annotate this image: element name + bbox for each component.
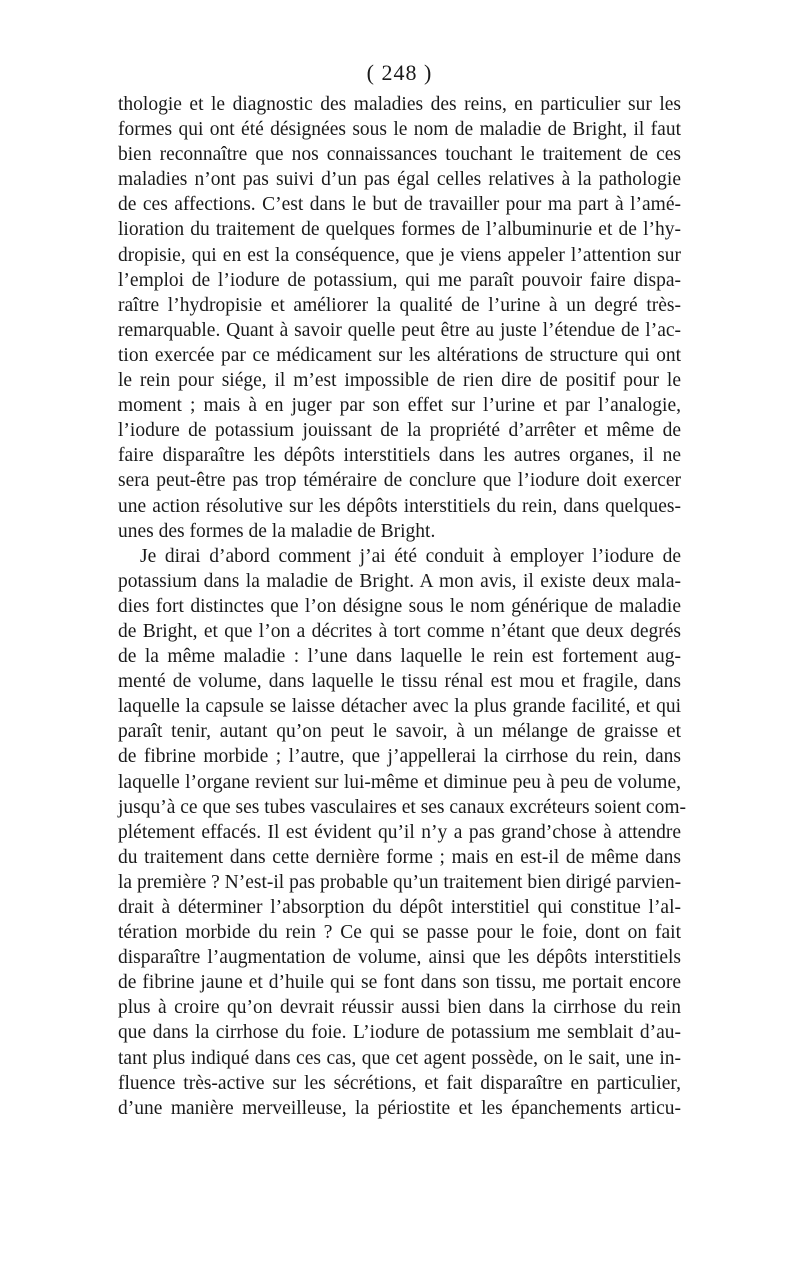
text-line: disparaître l’augmentation de volume, ainsi que les dépôts interstitiels: [118, 947, 681, 969]
text-line: fluence très-active sur les sécrétions, et fait disparaître en particulier,: [118, 1072, 681, 1094]
text-line: potassium dans la maladie de Bright. A mon avis, il existe deux mala-: [118, 570, 681, 592]
text-line: de la même maladie : l’une dans laquelle le rein est fortement aug-: [118, 646, 681, 668]
text-line: unes des formes de la maladie de Bright.: [118, 520, 436, 542]
text-line: de fibrine jaune et d’huile qui se font dans son tissu, me portait encore: [118, 972, 681, 994]
text-line: maladies n’ont pas suivi d’un pas égal celles relatives à la pathologie: [118, 169, 681, 191]
text-line: le rein pour siége, il m’est impossible de rien dire de positif pour le: [118, 370, 681, 392]
text-line: moment ; mais à en juger par son effet sur l’urine et par l’analogie,: [118, 395, 681, 417]
paragraph-1: [118, 92, 681, 544]
text-line: de ces affections. C’est dans le but de travailler pour ma part à l’amé-: [118, 194, 681, 216]
text-line: dies fort distinctes que l’on désigne sous le nom générique de maladie: [118, 595, 681, 617]
text-line: d’une manière merveilleuse, la périostite et les épanchements articu-: [118, 1097, 681, 1119]
book-page: [118, 58, 686, 1121]
text-line: Je dirai d’abord comment j’ai été conduit à employer l’iodure de: [140, 545, 681, 567]
text-line: l’emploi de l’iodure de potassium, qui me paraît pouvoir faire dispa-: [118, 269, 681, 291]
text-line: bien reconnaître que nos connaissances touchant le traitement de ces: [118, 144, 681, 166]
text-line: lioration du traitement de quelques formes de l’albuminurie et de l’hy-: [118, 219, 681, 241]
text-line: faire disparaître les dépôts interstitiels dans les autres organes, il ne: [118, 445, 681, 467]
text-line: tion exercée par ce médicament sur les altérations de structure qui ont: [118, 344, 681, 366]
page-number: ( 248 ): [366, 60, 433, 85]
text-line: jusqu’à ce que ses tubes vasculaires et ses canaux excréteurs soient com-: [118, 796, 686, 818]
text-line: drait à déterminer l’absorption du dépôt interstitiel qui constitue l’al-: [118, 897, 681, 918]
text-line: tération morbide du rein ? Ce qui se passe pour le foie, dont on fait: [118, 922, 681, 944]
text-line: sera peut-être pas trop téméraire de conclure que l’iodure doit exercer: [118, 470, 681, 492]
text-line: du traitement dans cette dernière forme ; mais en est-il de même dans: [118, 846, 681, 868]
paragraph-2: [118, 544, 686, 1121]
text-line: dropisie, qui en est la conséquence, que je viens appeler l’attention sur: [118, 244, 681, 266]
text-line: une action résolutive sur les dépôts interstitiels du rein, dans quelques-: [118, 495, 681, 517]
text-line: de fibrine morbide ; l’autre, que j’appellerai la cirrhose du rein, dans: [118, 746, 681, 768]
text-line: de Bright, et que l’on a décrites à tort comme n’étant que deux degrés: [118, 620, 681, 642]
text-line: paraît tenir, autant qu’on peut le savoir, à un mélange de graisse et: [118, 721, 681, 743]
text-line: plétement effacés. Il est évident qu’il n’y a pas grand’chose à attendre: [118, 821, 681, 843]
text-line: l’iodure de potassium jouissant de la propriété d’arrêter et même de: [118, 420, 681, 442]
text-line: la première ? N’est-il pas probable qu’un traitement bien dirigé parvien-: [118, 871, 682, 893]
text-line: thologie et le diagnostic des maladies des reins, en particulier sur les: [118, 94, 681, 115]
text-line: plus à croire qu’on devrait réussir aussi bien dans la cirrhose du rein: [118, 997, 681, 1019]
text-line: laquelle l’organe revient sur lui-même et diminue peu à peu de volume,: [118, 771, 681, 793]
text-line: menté de volume, dans laquelle le tissu rénal est mou et fragile, dans: [118, 671, 681, 693]
text-line: remarquable. Quant à savoir quelle peut être au juste l’étendue de l’ac-: [118, 319, 681, 341]
text-line: tant plus indiqué dans ces cas, que cet agent possède, on le sait, une in-: [118, 1047, 681, 1069]
text-line: que dans la cirrhose du foie. L’iodure de potassium me semblait d’au-: [118, 1022, 681, 1044]
text-line: formes qui ont été désignées sous le nom de maladie de Bright, il faut: [118, 119, 681, 141]
text-line: raître l’hydropisie et améliorer la qualité de l’urine à un degré très-: [118, 294, 681, 316]
text-line: laquelle la capsule se laisse détacher avec la plus grande facilité, et qui: [118, 696, 681, 718]
